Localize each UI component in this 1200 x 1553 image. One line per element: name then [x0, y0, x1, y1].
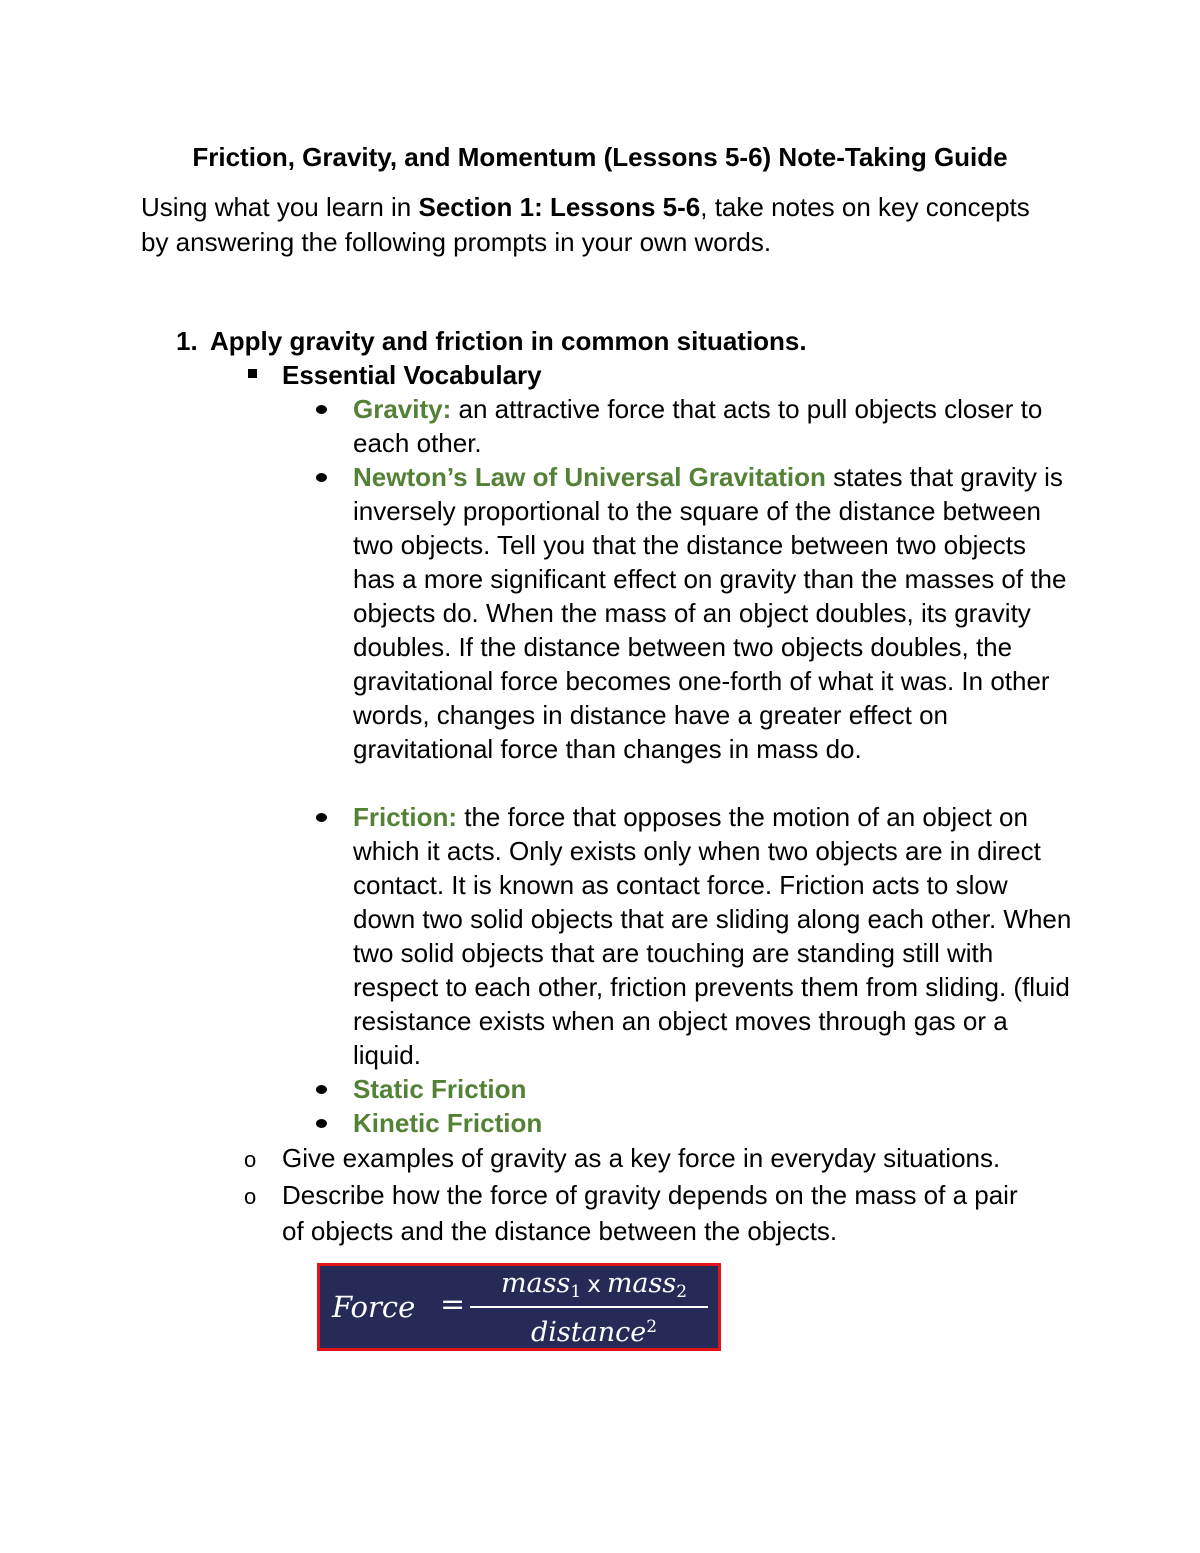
vocab-item-kinetic-friction: [353, 1106, 1073, 1140]
sub-prompt-gravity-examples: Give examples of gravity as a key force in everyday situations.: [282, 1143, 1001, 1173]
formula-mass-term: mass: [500, 1268, 571, 1299]
vocab-term: Gravity:: [353, 394, 452, 424]
formula-times-sign: x: [587, 1272, 601, 1298]
bullet-dot-icon: [316, 473, 327, 482]
vocab-item-gravity: [353, 392, 1073, 460]
formula-mass-term: mass: [606, 1268, 677, 1299]
formula-numerator: [474, 1268, 714, 1308]
formula-distance-term: distance: [530, 1317, 647, 1348]
vocab-item-friction: [353, 800, 1073, 1072]
vocab-definition: an attractive force that acts to pull objects closer to each other.: [353, 394, 1043, 458]
bullet-dot-icon: [316, 1119, 327, 1128]
vocab-term: Friction:: [353, 802, 457, 832]
formula-fraction-bar: [470, 1306, 708, 1308]
intro-section-ref: Section 1: Lessons 5-6: [418, 192, 701, 222]
circle-bullet-icon: o: [244, 1147, 257, 1172]
formula-equals-sign: =: [440, 1287, 466, 1322]
vocab-definition: states that gravity is inversely proportional to the square of the distance between two objects. Tell you that the distance between two objects has a more significant effect on gravity than the masses of the objects do. When the mass of an object doubles, its gravity doubles. If the distance between two objects doubles, the gravitational force becomes one-forth of what it was. In other words, changes in distance have a greater effect on gravitational force than changes in mass do.: [353, 462, 1067, 764]
vocab-term: Newton’s Law of Universal Gravitation: [353, 462, 826, 492]
question-text: Apply gravity and friction in common situations.: [210, 326, 807, 356]
circle-bullet-icon: o: [244, 1184, 257, 1209]
intro-paragraph: [141, 190, 1041, 260]
formula-force-label: Force: [332, 1290, 416, 1324]
formula-distance-exponent: 2: [646, 1317, 658, 1337]
formula-denominator: [474, 1310, 714, 1350]
vocab-definition: the force that opposes the motion of an object on which it acts. Only exists only when two objects are in direct contact. It is known as contact force. Friction acts to slow down two solid objects that are sliding along each other. When two solid objects that are touching are standing still with respect to each other, friction prevents them from sliding. (fluid resistance exists when an object moves through gas or a liquid.: [353, 802, 1072, 1070]
bullet-dot-icon: [316, 405, 327, 414]
vocab-item-newtons-law: [353, 460, 1073, 766]
page-title: Friction, Gravity, and Momentum (Lessons 5-6) Note-Taking Guide: [192, 142, 1008, 172]
gravity-formula-box: [317, 1263, 721, 1351]
intro-prefix: Using what you learn in: [141, 192, 419, 222]
bullet-dot-icon: [316, 813, 327, 822]
question-number: 1.: [176, 326, 198, 356]
vocab-item-static-friction: [353, 1072, 1073, 1106]
sub-prompt-gravity-mass-distance: Describe how the force of gravity depends on the mass of a pair of objects and the distance between the objects.: [282, 1180, 1018, 1246]
essential-vocabulary-heading: Essential Vocabulary: [282, 360, 542, 390]
formula-mass-subscript: 1: [570, 1282, 582, 1302]
bullet-dot-icon: [316, 1085, 327, 1094]
intro-suffix: , take notes on key concepts by answering the following prompts in your own words.: [141, 192, 1030, 257]
vocab-term: Kinetic Friction: [353, 1108, 543, 1138]
vocab-term: Static Friction: [353, 1074, 527, 1104]
square-bullet-icon: [248, 369, 257, 378]
formula-mass-subscript: 2: [676, 1282, 688, 1302]
